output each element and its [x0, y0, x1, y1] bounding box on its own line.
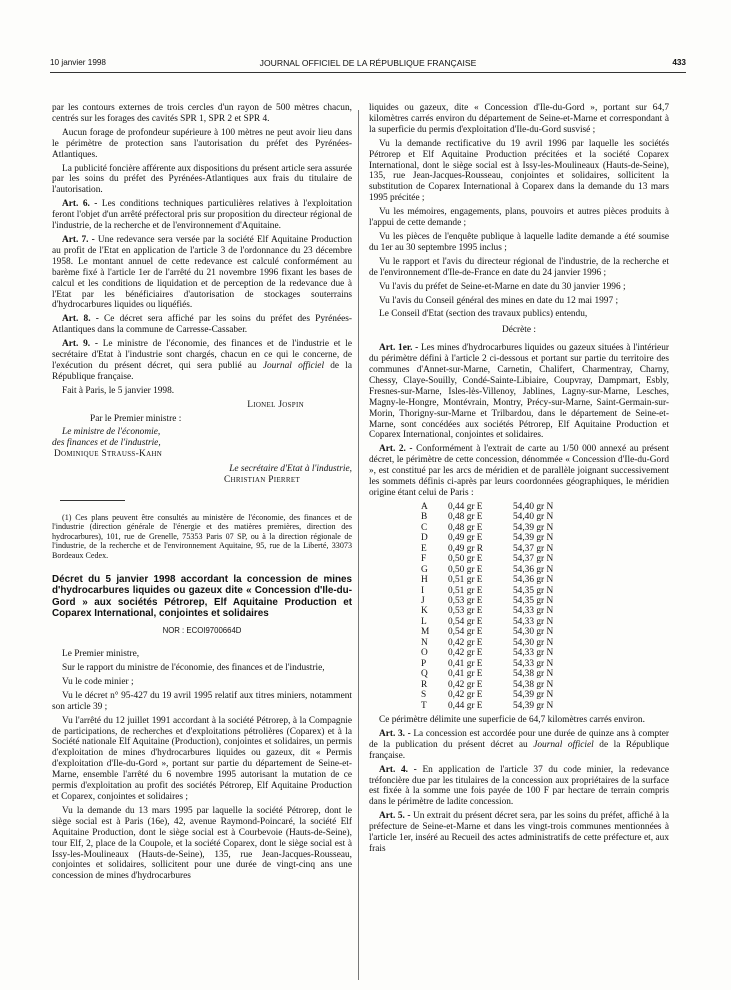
vertex-label: O	[421, 648, 428, 659]
latitude-value: 54,40 gr N	[513, 512, 554, 523]
latitude-value: 54,40 gr N	[513, 501, 554, 512]
latitude-value: 54,39 gr N	[513, 522, 554, 533]
article-label: Art. 7. -	[62, 234, 95, 245]
article-5: Art. 5. - Un extrait du présent décret sera, par les soins du préfet, affiché à la préfecture de Seine-et-Marne et dans les vingt-trois communes mentionnées à l'article 1er, inséré au Recueil des actes administratifs de cette préfecture et, aux frais	[369, 811, 669, 854]
vertex-label: G	[421, 564, 428, 575]
longitude-value: 0,53 gr E	[448, 606, 483, 617]
longitude-value: 0,54 gr E	[448, 616, 483, 627]
coordinate-row	[421, 544, 558, 554]
latitude-value: 54,33 gr N	[513, 648, 554, 659]
longitude-value: 0,49 gr E	[448, 533, 483, 544]
longitude-value: 0,50 gr E	[448, 554, 483, 565]
coordinate-row	[421, 606, 558, 616]
coordinates-table	[421, 502, 558, 711]
longitude-value: 0,54 gr E	[448, 627, 483, 638]
coordinate-row	[421, 659, 558, 669]
minister-block	[52, 427, 352, 460]
latitude-value: 54,37 gr N	[513, 543, 554, 554]
longitude-value: 0,41 gr E	[448, 658, 483, 669]
latitude-value: 54,33 gr N	[513, 658, 554, 669]
footnote-rule	[60, 500, 125, 501]
article-3: Art. 3. - La concession est accordée pour une durée de quinze ans à compter de la publication du présent décret au Journal officiel de la République française.	[369, 728, 669, 761]
vertex-label: D	[421, 533, 428, 544]
latitude-value: 54,39 gr N	[513, 533, 554, 544]
header-rule	[50, 72, 686, 73]
vertex-label: R	[421, 679, 428, 690]
visa: Vu l'avis du préfet de Seine-et-Marne en date du 30 janvier 1996 ;	[379, 281, 626, 292]
longitude-value: 0,44 gr E	[448, 700, 483, 711]
vertex-label: S	[421, 690, 427, 701]
vertex-label: I	[421, 585, 425, 596]
vertex-label: H	[421, 575, 428, 586]
page-header	[50, 58, 686, 70]
coordinate-row	[421, 575, 558, 585]
coordinate-row	[421, 690, 558, 700]
article-label: Art. 6. -	[62, 199, 98, 210]
vertex-label: C	[421, 522, 428, 533]
vertex-label: F	[421, 554, 427, 565]
article-2: Art. 2. - Conformément à l'extrait de carte au 1/50 000 annexé au présent décret, le périmètre de cette concession, dénommée « Concession d'Ile-du-Gord », est constitué par les arcs de méridien et de parallèle joignant successivement les sommets définis ci-après par leurs coordonnées géographiques, le méridien origine étant celui de Paris :	[369, 444, 669, 498]
article-label: Art. 3. -	[379, 728, 411, 739]
longitude-value: 0,42 gr E	[448, 637, 483, 648]
latitude-value: 54,37 gr N	[513, 554, 554, 565]
latitude-value: 54,33 gr N	[513, 616, 554, 627]
left-column	[52, 103, 352, 983]
coordinate-row	[421, 502, 558, 512]
vertex-label: P	[421, 658, 427, 669]
signature-jospin: Lionel Jospin	[247, 399, 304, 410]
visa: Vu la demande du 13 mars 1995 par laquelle la société Pétrorep, dont le siège social est à Paris (16e), 42, avenue Raymond-Poincaré, la société Elf Aquitaine Production, dont le siège social est à Courbevoie (Hauts-de-Seine), tour Elf, 2, place de la Coupole, et la société Coparex, dont le siège social est à Issy-les-Moulineaux (Hauts-de-Seine), 135, rue Jean-Jacques-Rousseau, conjointes et solidaires, sollicitent pour une durée de vingt-cinq ans une concession de mines d'hydrocarbures	[52, 805, 352, 882]
longitude-value: 0,51 gr E	[448, 575, 483, 586]
paragraph: Aucun forage de profondeur supérieure à 100 mètres ne peut avoir lieu dans le périmètre de protection sans l'autorisation du préfet des Pyrénées-Atlantiques.	[52, 127, 352, 160]
latitude-value: 54,35 gr N	[513, 585, 554, 596]
latitude-value: 54,36 gr N	[513, 575, 554, 586]
latitude-value: 54,36 gr N	[513, 564, 554, 575]
longitude-value: 0,53 gr E	[448, 595, 483, 606]
fait-a-paris: Fait à Paris, le 5 janvier 1998.	[62, 385, 175, 396]
coordinate-row	[421, 596, 558, 606]
article-8: Art. 8. - Ce décret sera affiché par les soins du préfet des Pyrénées-Atlantiques dans la commune de Carresse-Cassaber.	[52, 314, 352, 336]
decree-title: Décret du 5 janvier 1998 accordant la concession de mines d'hydrocarbures liquides ou gazeux dite « Concession d'Ile-du-Gord » aux sociétés Pétrorep, Elf Aquitaine Production et Coparex International, conjointes et solidaires	[52, 574, 352, 619]
nor-reference: NOR : ECOI9700664D	[162, 626, 242, 636]
coordinate-row	[421, 554, 558, 564]
premier-ministre: Le Premier ministre,	[62, 649, 140, 660]
right-column	[369, 103, 669, 983]
longitude-value: 0,49 gr R	[448, 543, 484, 554]
longitude-value: 0,51 gr E	[448, 585, 483, 596]
header-date: 10 janvier 1998	[50, 58, 106, 67]
coordinate-row	[421, 617, 558, 627]
vertex-label: E	[421, 543, 427, 554]
article-9: Art. 9. - Le ministre de l'économie, des finances et de l'industrie et le secrétaire d'Etat à l'industrie sont chargés, chacun en ce qui le concerne, de l'exécution du présent décret, qui sera publié au Journal officiel de la République française.	[52, 339, 352, 382]
coordinate-row	[421, 669, 558, 679]
visa: Vu l'arrêté du 12 juillet 1991 accordant à la société Pétrorep, à la Compagnie de participations, de recherches et d'exploitations pétrolières (Coparex) et à la Société nationale Elf Aquitaine (Production), conjointes et solidaires, un permis d'exploitation de mines d'hydrocarbures liquides ou gazeux, dit « Permis d'exploitation d'Ile-du-Gord », portant sur partie du département de Seine-et-Marne, ensemble l'arrêté du 6 novembre 1995 autorisant la mutation de ce permis d'exploitation au profit des sociétés Pétrorep, Elf Aquitaine Production et Coparex, conjointes et solidaires ;	[52, 715, 352, 802]
minister-title-2: des finances et de l'industrie,	[52, 438, 161, 449]
latitude-value: 54,35 gr N	[513, 595, 554, 606]
minister-title-1: Le ministre de l'économie,	[62, 427, 161, 438]
visa: Vu le rapport et l'avis du directeur régional de l'industrie, de la recherche et de l'environnement d'Ile-de-France en date du 24 janvier 1996 ;	[369, 256, 669, 278]
longitude-value: 0,48 gr E	[448, 522, 483, 533]
latitude-value: 54,38 gr N	[513, 669, 554, 680]
vertex-label: T	[421, 700, 427, 711]
longitude-value: 0,42 gr E	[448, 679, 483, 690]
coordinate-row	[421, 586, 558, 596]
visa: Vu la demande rectificative du 19 avril 1996 par laquelle les sociétés Pétrorep et Elf Aquitaine Production précitées et la société Coparex International, dont le siège social est à Issy-les-Moulineaux (Hauts-de-Seine), 135, rue Jean-Jacques-Rousseau, conjointes et solidaires, sollicitent la substitution de Coparex International à Coparex dans la demande du 13 mars 1995 précitée ;	[369, 138, 669, 204]
paragraph: liquides ou gazeux, dite « Concession d'Ile-du-Gord », portant sur 64,7 kilomètres carrés environ du département de Seine-et-Marne et correspondant à la superficie du permis d'exploitation d'Ile-du-Gord susvisé ;	[369, 103, 669, 135]
longitude-value: 0,42 gr E	[448, 690, 483, 701]
paragraph: La publicité foncière afférente aux dispositions du présent article sera assurée par les soins du préfet des Pyrénées-Atlantiques aux frais du titulaire de l'autorisation.	[52, 163, 352, 196]
visa: Vu les mémoires, engagements, plans, pouvoirs et autres pièces produits à l'appui de cette demande ;	[369, 207, 669, 229]
visa: Vu l'avis du Conseil général des mines en date du 12 mai 1997 ;	[379, 295, 619, 306]
latitude-value: 54,39 gr N	[513, 700, 554, 711]
decrete: Décrète :	[502, 325, 536, 336]
article-label: Art. 5. -	[379, 811, 411, 822]
signature-strauss-kahn: Dominique Strauss-Kahn	[54, 449, 163, 460]
longitude-value: 0,42 gr E	[448, 648, 483, 659]
longitude-value: 0,50 gr E	[448, 564, 483, 575]
footnote: (1) Ces plans peuvent être consultés au ministère de l'économie, des finances et de l'industrie (direction générale de l'énergie et des matières premières, direction des hydrocarbures), 101, rue de Grenelle, 75353 Paris 07 SP, ou à la direction régionale de l'industrie, de la recherche et de l'environnement Aquitaine, 95, rue de la Liberté, 33073 Bordeaux Cedex.	[52, 513, 352, 560]
article-6: Art. 6. - Les conditions techniques particulières relatives à l'exploitation feront l'objet d'un arrêté préfectoral pris sur proposition du directeur régional de l'industrie, de la recherche et de l'environnement d'Aquitaine.	[52, 199, 352, 232]
coordinate-row	[421, 680, 558, 690]
vertex-label: M	[421, 627, 430, 638]
header-title: JOURNAL OFFICIEL DE LA RÉPUBLIQUE FRANÇAISE	[259, 58, 477, 68]
latitude-value: 54,38 gr N	[513, 679, 554, 690]
article-label: Art. 8. -	[62, 314, 99, 325]
coordinate-row	[421, 648, 558, 658]
coordinate-row	[421, 512, 558, 522]
vertex-label: Q	[421, 669, 428, 680]
par-le-premier-ministre: Par le Premier ministre :	[90, 413, 182, 424]
article-label: Art. 4. -	[379, 764, 417, 775]
longitude-value: 0,48 gr E	[448, 512, 483, 523]
paragraph: par les contours externes de trois cercles d'un rayon de 500 mètres chacun, centrés sur les forages des cavités SPR 1, SPR 2 et SPR 4.	[52, 103, 352, 124]
coordinate-row	[421, 533, 558, 543]
vertex-label: L	[421, 616, 427, 627]
article-1: Art. 1er. - Les mines d'hydrocarbures liquides ou gazeux situées à l'intérieur du périmètre défini à l'article 2 ci-dessous et portant sur partie du territoire des communes d'Annet-sur-Marne, Carnetin, Chalifert, Charmentray, Charny, Chessy, Claye-Souilly, Condé-Sainte-Libiaire, Coupvray, Dampmart, Esbly, Fresnes-sur-Marne, Isles-lès-Villenoy, Jablines, Lagny-sur-Marne, Lesches, Magny-le-Hongre, Montévrain, Montry, Précy-sur-Marne, Saint-Germain-sur-Morin, Thorigny-sur-Marne et Trilbardou, dans le département de Seine-et-Marne, sont concédées aux sociétés Pétrorep, Elf Aquitaine Production et Coparex International, conjointes et solidaires.	[369, 343, 669, 441]
column-divider	[358, 110, 359, 980]
coordinate-row	[421, 627, 558, 637]
article-label: Art. 1er. -	[379, 343, 419, 354]
visa: Sur le rapport du ministre de l'économie, des finances et de l'industrie,	[62, 663, 325, 674]
page-number: 433	[672, 58, 686, 67]
secretary-title: Le secrétaire d'Etat à l'industrie,	[229, 464, 352, 475]
paragraph: Ce périmètre délimite une superficie de 64,7 kilomètres carrés environ.	[379, 714, 645, 725]
vertex-label: N	[421, 637, 428, 648]
coordinate-row	[421, 523, 558, 533]
visa: Vu le décret n° 95-427 du 19 avril 1995 relatif aux titres miniers, notamment son article 39 ;	[52, 690, 352, 712]
coordinate-row	[421, 701, 558, 711]
latitude-value: 54,33 gr N	[513, 606, 554, 617]
latitude-value: 54,30 gr N	[513, 627, 554, 638]
visa: Vu le code minier ;	[62, 676, 134, 687]
vertex-label: K	[421, 606, 428, 617]
coordinate-row	[421, 638, 558, 648]
conseil-etat: Le Conseil d'Etat (section des travaux publics) entendu,	[379, 309, 588, 320]
vertex-label: B	[421, 512, 428, 523]
latitude-value: 54,39 gr N	[513, 690, 554, 701]
article-7: Art. 7. - Une redevance sera versée par la société Elf Aquitaine Production au profit de l'Etat en application de l'article 3 de l'ordonnance du 23 décembre 1958. Le montant annuel de cette redevance est calculé conformément au barème fixé à l'article 1er de l'arrêté du 21 novembre 1996 fixant les bases de calcul et les conditions de liquidation et de perception de la redevance due à l'Etat par les bénéficiaires d'autorisation de stockages souterrains d'hydrocarbures liquides ou liquéfiés.	[52, 234, 352, 311]
latitude-value: 54,30 gr N	[513, 637, 554, 648]
visa: Vu les pièces de l'enquête publique à laquelle ladite demande a été soumise du 1er au 30 septembre 1995 inclus ;	[369, 231, 669, 253]
longitude-value: 0,41 gr E	[448, 669, 483, 680]
vertex-label: J	[421, 595, 425, 606]
article-label: Art. 2. -	[379, 444, 413, 455]
article-4: Art. 4. - En application de l'article 37 du code minier, la redevance tréfoncière due par les titulaires de la concession aux propriétaires de la surface est fixée à la somme une fois payée de 100 F par hectare de terrain compris dans le périmètre de ladite concession.	[369, 764, 669, 808]
article-label: Art. 9. -	[62, 339, 98, 350]
coordinate-row	[421, 565, 558, 575]
longitude-value: 0,44 gr E	[448, 501, 483, 512]
signature-pierret: Christian Pierret	[224, 475, 301, 486]
vertex-label: A	[421, 501, 428, 512]
